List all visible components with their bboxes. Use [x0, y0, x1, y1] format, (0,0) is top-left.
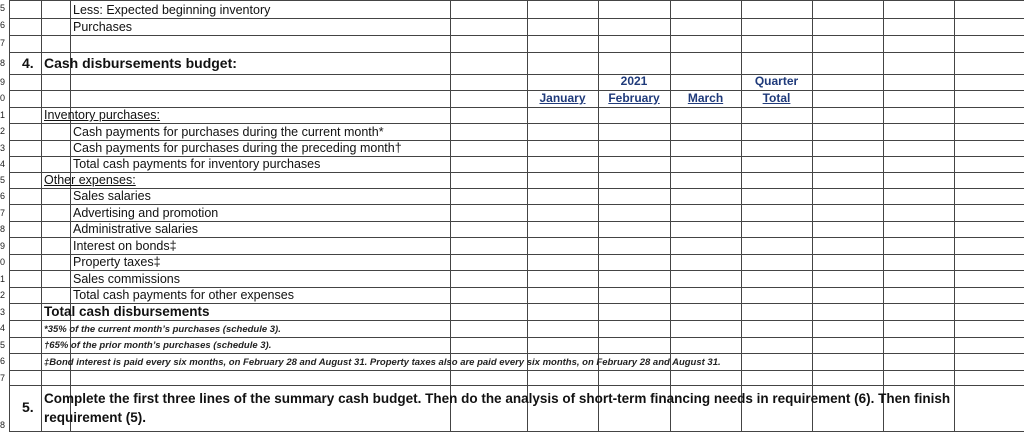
row-number: 8 [0, 224, 6, 234]
row-number: 7 [0, 38, 6, 48]
label-cash-preceding-month[interactable]: Cash payments for purchases during the preceding month† [73, 141, 402, 155]
grid-col [883, 0, 884, 432]
row-number: 7 [0, 208, 6, 218]
section5-instruction-line2[interactable]: requirement (5). [44, 410, 147, 425]
grid-line [9, 385, 1024, 386]
row-number: 3 [0, 143, 6, 153]
grid-line [9, 35, 1024, 36]
grid-line [9, 172, 1024, 173]
row-number: 0 [0, 257, 6, 267]
grid-col [41, 0, 42, 432]
grid-line [9, 107, 1024, 108]
col-march: March [687, 91, 724, 105]
grid-line [9, 188, 1024, 189]
row-number: 6 [0, 191, 6, 201]
row-number: 7 [0, 373, 6, 383]
cell-less-beginning-inventory[interactable]: Less: Expected beginning inventory [73, 3, 271, 17]
row-number: 4 [0, 323, 6, 333]
label-total-inventory[interactable]: Total cash payments for inventory purchases [73, 157, 321, 171]
label-interest-bonds[interactable]: Interest on bonds‡ [73, 239, 177, 253]
row-number: 8 [0, 58, 6, 68]
grid-line [9, 254, 1024, 255]
label-property-taxes[interactable]: Property taxes‡ [73, 255, 161, 269]
label-sales-commissions[interactable]: Sales commissions [73, 272, 180, 286]
grid-line [9, 74, 1024, 75]
footnote-prior-month: †65% of the prior month’s purchases (schedule 3). [44, 340, 272, 351]
row-number: 1 [0, 274, 6, 284]
grid-col [954, 0, 955, 432]
row-number: 5 [0, 3, 6, 13]
grid-line [9, 18, 1024, 19]
quarter-header: Quarter [754, 74, 799, 88]
row-number: 3 [0, 307, 6, 317]
label-inventory-purchases[interactable]: Inventory purchases: [44, 108, 161, 122]
grid-col [812, 0, 813, 432]
section5-number: 5. [22, 399, 34, 415]
section-title[interactable]: Cash disbursements budget: [44, 55, 237, 71]
row-number: 8 [0, 420, 6, 430]
section-number: 4. [22, 55, 34, 71]
row-number: 2 [0, 290, 6, 300]
footnote-current-month: *35% of the current month’s purchases (schedule 3). [44, 324, 281, 335]
footnote-bond-interest: ‡Bond interest is paid every six months, on February 28 and August 31. Property taxes also are paid every six months, on February 28 and August 31. [44, 357, 721, 368]
grid-line [9, 320, 1024, 321]
row-number: 0 [0, 93, 6, 103]
year-header: 2021 [620, 74, 648, 88]
label-cash-current-month[interactable]: Cash payments for purchases during the current month* [73, 125, 384, 139]
col-january: January [539, 91, 586, 105]
row-number: 5 [0, 175, 6, 185]
grid-line [9, 90, 1024, 91]
label-total-disbursements[interactable]: Total cash disbursements [44, 304, 210, 319]
row-number: 4 [0, 159, 6, 169]
grid-col [741, 0, 742, 432]
row-number: 2 [0, 126, 6, 136]
grid-line [9, 52, 1024, 53]
label-total-other[interactable]: Total cash payments for other expenses [73, 288, 294, 302]
cell-purchases[interactable]: Purchases [73, 20, 133, 34]
grid-col [9, 0, 10, 432]
label-other-expenses[interactable]: Other expenses: [44, 173, 136, 187]
row-number: 9 [0, 77, 6, 87]
label-advertising[interactable]: Advertising and promotion [73, 206, 219, 220]
section5-instruction-line1[interactable]: Complete the first three lines of the summary cash budget. Then do the analysis of short-term financing needs in requirement (6). Then finish [44, 391, 951, 406]
label-admin-salaries[interactable]: Administrative salaries [73, 222, 199, 236]
col-total: Total [762, 91, 791, 105]
row-number: 9 [0, 241, 6, 251]
col-february: February [608, 91, 660, 105]
row-number: 1 [0, 110, 6, 120]
label-sales-salaries[interactable]: Sales salaries [73, 189, 151, 203]
row-number: 6 [0, 356, 6, 366]
grid-line [9, 0, 1024, 1]
row-number: 5 [0, 340, 6, 350]
row-number: 6 [0, 20, 6, 30]
